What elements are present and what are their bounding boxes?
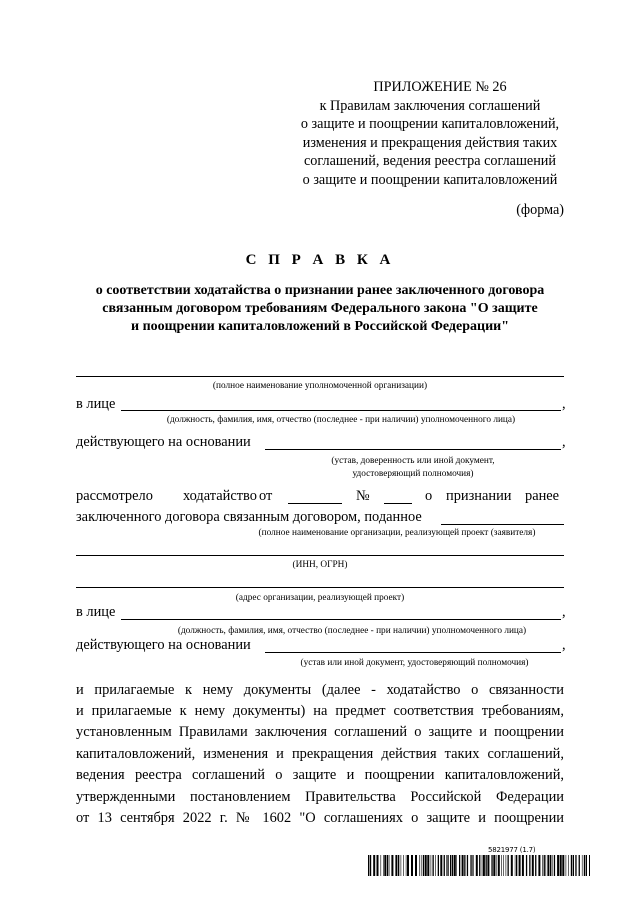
body-line: от 13 сентября 2022 г. № 1602 "О соглашениях о защите и поощрении [76,810,564,826]
document-title: С П Р А В К А [245,252,395,268]
position-field-2[interactable] [121,619,561,620]
caption-basis-1: (устав, доверенность или иной документ, [331,456,495,466]
applicant-field-short[interactable] [441,524,564,525]
caption-position: (должность, фамилия, имя, отчество (последнее - при наличии) уполномоченного лица) [166,415,516,425]
basis-field[interactable] [265,449,561,450]
acting-basis-label: действующего на основании [76,434,251,450]
body-line: и прилагаемые к нему документы) на предмет соответствия требованиям, [76,703,564,719]
barcode-number: 5821977 (1.7) [488,846,536,854]
document-heading [70,252,570,336]
annex-line: изменения и прекращения действия таких [302,134,558,151]
caption-org-name: (полное наименование уполномоченной организации) [212,381,428,391]
annex-line: о защите и поощрении капиталовложений, [300,116,560,132]
reviewed-word: признании [446,488,512,504]
subtitle-line: и поощрении капиталовложений в Российской Федерации" [131,319,509,334]
comma: , [562,637,566,653]
acting-basis-label-2: действующего на основании [76,637,251,653]
caption-basis-2: удостоверяющий полномочия) [352,469,474,479]
subtitle-line: связанным договором требованиям Федерального закона "О защите [102,301,538,316]
reviewed-word: № [356,488,370,504]
comma: , [562,396,566,412]
body-line: капиталовложений, изменения и прекращения действия таких соглашений, [76,746,564,762]
barcode-image [368,855,590,876]
annex-title: ПРИЛОЖЕНИЕ № 26 [373,79,507,95]
form-label: (форма) [516,202,564,218]
annex-line: к Правилам заключения соглашений [319,97,541,114]
basis-field-2[interactable] [265,652,561,653]
reviewed-word: ходатайство [183,488,257,504]
caption-inn: (ИНН, ОГРН) [292,560,348,570]
annex-line: о защите и поощрении капиталовложений [302,171,558,188]
body-line: ведения реестра соглашений о защите и поощрении капиталовложений, [76,767,564,783]
reviewed-line-2: заключенного договора связанным договором, поданное [76,509,422,525]
reviewed-word: ранее [525,488,560,504]
number-field[interactable] [384,503,412,504]
body-line: установленным Правилами заключения соглашений о защите и поощрении [76,724,564,740]
org-name-field[interactable] [76,376,564,377]
subtitle-line: о соответствии ходатайства о признании ранее заключенного договора [95,283,545,298]
caption-applicant: (полное наименование организации, реализующей проект (заявителя) [258,528,536,538]
comma: , [562,434,566,450]
reviewed-word: о [425,488,433,504]
in-face-label-2: в лице [76,604,116,620]
reviewed-word: от [259,488,273,504]
body-line: и прилагаемые к нему документы (далее - ходатайство о связанности [76,682,564,698]
caption-address: (адрес организации, реализующей проект) [235,593,405,603]
in-face-label: в лице [76,396,116,412]
comma: , [562,604,566,620]
body-line: утвержденными постановлением Правительства Российской Федерации [76,789,564,805]
reviewed-word: рассмотрело [76,488,153,504]
caption-basis-3: (устав или иной документ, удостоверяющий полномочия) [300,658,529,668]
annex-line: соглашений, ведения реестра соглашений [304,153,556,169]
applicant-field[interactable] [76,555,564,556]
caption-position-2: (должность, фамилия, имя, отчество (последнее - при наличии) уполномоченного лица) [177,626,527,636]
annex-block [280,78,580,189]
position-field[interactable] [121,410,561,411]
address-field[interactable] [76,587,564,588]
date-field[interactable] [288,503,342,504]
